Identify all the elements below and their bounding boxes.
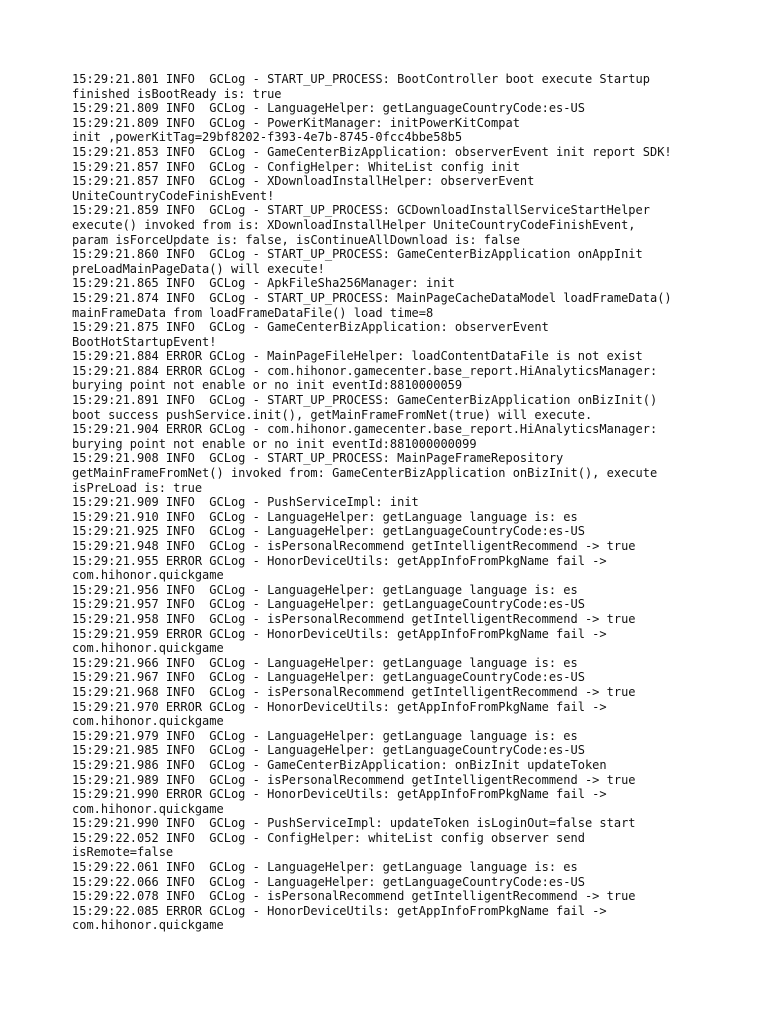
log-line: param isForceUpdate is: false, isContinueAllDownload is: false (72, 232, 520, 247)
log-line: isRemote=false (72, 845, 174, 860)
log-line: 15:29:21.966 INFO GCLog - LanguageHelper: getLanguage language is: es (72, 655, 578, 670)
log-line: 15:29:21.875 INFO GCLog - GameCenterBizApplication: observerEvent (72, 320, 549, 335)
log-line: 15:29:21.959 ERROR GCLog - HonorDeviceUtils: getAppInfoFromPkgName fail -> (72, 626, 607, 641)
log-line: 15:29:21.989 INFO GCLog - isPersonalRecommend getIntelligentRecommend -> true (72, 772, 636, 787)
log-line: 15:29:21.857 INFO GCLog - ConfigHelper: WhiteList config init (72, 159, 520, 174)
log-line: 15:29:21.809 INFO GCLog - LanguageHelper: getLanguageCountryCode:es-US (72, 101, 585, 116)
log-line: getMainFrameFromNet() invoked from: GameCenterBizApplication onBizInit(), execute (72, 466, 658, 481)
log-line: 15:29:21.990 ERROR GCLog - HonorDeviceUtils: getAppInfoFromPkgName fail -> (72, 787, 607, 802)
log-line: 15:29:21.909 INFO GCLog - PushServiceImpl: init (72, 495, 419, 510)
log-line: 15:29:21.865 INFO GCLog - ApkFileSha256Manager: init (72, 276, 455, 291)
log-line: 15:29:22.085 ERROR GCLog - HonorDeviceUtils: getAppInfoFromPkgName fail -> (72, 903, 607, 918)
log-line: 15:29:21.985 INFO GCLog - LanguageHelper: getLanguageCountryCode:es-US (72, 743, 585, 758)
log-line: BootHotStartupEvent! (72, 334, 217, 349)
log-line: 15:29:21.908 INFO GCLog - START_UP_PROCESS: MainPageFrameRepository (72, 451, 564, 466)
log-line: 15:29:21.948 INFO GCLog - isPersonalRecommend getIntelligentRecommend -> true (72, 539, 636, 553)
log-line: finished isBootReady is: true (72, 86, 282, 101)
log-line: 15:29:21.853 INFO GCLog - GameCenterBizApplication: observerEvent init report SDK! (72, 144, 672, 159)
log-line: com.hihonor.quickgame (72, 641, 224, 656)
log-line: boot success pushService.init(), getMainFrameFromNet(true) will execute. (72, 407, 593, 422)
log-line: 15:29:22.078 INFO GCLog - isPersonalRecommend getIntelligentRecommend -> true (72, 889, 636, 904)
log-line: preLoadMainPageData() will execute! (72, 261, 325, 276)
log-line: 15:29:21.891 INFO GCLog - START_UP_PROCESS: GameCenterBizApplication onBizInit() (72, 393, 658, 408)
log-line: 15:29:22.066 INFO GCLog - LanguageHelper: getLanguageCountryCode:es-US (72, 874, 585, 889)
log-line: 15:29:21.910 INFO GCLog - LanguageHelper: getLanguage language is: es (72, 509, 578, 524)
log-line: 15:29:21.884 ERROR GCLog - MainPageFileHelper: loadContentDataFile is not exist (72, 349, 643, 364)
log-line: burying point not enable or no init eventId:881000000099 (72, 436, 477, 451)
log-line: 15:29:21.904 ERROR GCLog - com.hihonor.gamecenter.base_report.HiAnalyticsManager: (72, 422, 658, 437)
log-line: 15:29:21.979 INFO GCLog - LanguageHelper: getLanguage language is: es (72, 728, 578, 743)
log-line: 15:29:21.925 INFO GCLog - LanguageHelper: getLanguageCountryCode:es-US (72, 524, 585, 539)
log-line: mainFrameData from loadFrameDataFile() load time=8 (72, 305, 434, 320)
log-line: com.hihonor.quickgame (72, 918, 224, 933)
log-line: 15:29:21.859 INFO GCLog - START_UP_PROCESS: GCDownloadInstallServiceStartHelper (72, 203, 650, 218)
log-line: burying point not enable or no init eventId:8810000059 (72, 378, 463, 393)
log-line: 15:29:22.061 INFO GCLog - LanguageHelper: getLanguage language is: es (72, 860, 578, 875)
log-line: init ,powerKitTag=29bf8202-f393-4e7b-8745-0fcc4bbe58b5 (72, 130, 463, 145)
log-line: UniteCountryCodeFinishEvent! (72, 188, 275, 203)
log-text-block (72, 72, 712, 933)
log-line: 15:29:21.990 INFO GCLog - PushServiceImpl: updateToken isLoginOut=false start (72, 816, 636, 831)
log-line: 15:29:21.970 ERROR GCLog - HonorDeviceUtils: getAppInfoFromPkgName fail -> (72, 699, 607, 714)
log-line: 15:29:21.968 INFO GCLog - isPersonalRecommend getIntelligentRecommend -> true (72, 684, 636, 699)
log-line: 15:29:21.958 INFO GCLog - isPersonalRecommend getIntelligentRecommend -> true (72, 611, 636, 626)
log-line: com.hihonor.quickgame (72, 714, 224, 729)
log-line: 15:29:21.884 ERROR GCLog - com.hihonor.gamecenter.base_report.HiAnalyticsManager: (72, 363, 658, 378)
log-line: 15:29:22.052 INFO GCLog - ConfigHelper: whiteList config observer send (72, 830, 585, 845)
log-line: 15:29:21.955 ERROR GCLog - HonorDeviceUtils: getAppInfoFromPkgName fail -> (72, 553, 607, 568)
log-line: isPreLoad is: true (72, 480, 203, 495)
log-line: 15:29:21.857 INFO GCLog - XDownloadInstallHelper: observerEvent (72, 174, 535, 189)
log-line: 15:29:21.956 INFO GCLog - LanguageHelper: getLanguage language is: es (72, 582, 578, 597)
log-line: 15:29:21.967 INFO GCLog - LanguageHelper: getLanguageCountryCode:es-US (72, 670, 585, 685)
log-line: 15:29:21.801 INFO GCLog - START_UP_PROCESS: BootController boot execute Startup (72, 72, 650, 86)
log-line: 15:29:21.986 INFO GCLog - GameCenterBizApplication: onBizInit updateToken (72, 757, 607, 772)
log-line: com.hihonor.quickgame (72, 568, 224, 583)
log-line: 15:29:21.874 INFO GCLog - START_UP_PROCESS: MainPageCacheDataModel loadFrameData() (72, 290, 672, 305)
log-line: 15:29:21.957 INFO GCLog - LanguageHelper: getLanguageCountryCode:es-US (72, 597, 585, 612)
log-line: com.hihonor.quickgame (72, 801, 224, 816)
log-line: 15:29:21.860 INFO GCLog - START_UP_PROCESS: GameCenterBizApplication onAppInit (72, 247, 643, 262)
log-line: execute() invoked from is: XDownloadInstallHelper UniteCountryCodeFinishEvent, (72, 217, 636, 232)
log-line: 15:29:21.809 INFO GCLog - PowerKitManager: initPowerKitCompat (72, 115, 520, 130)
